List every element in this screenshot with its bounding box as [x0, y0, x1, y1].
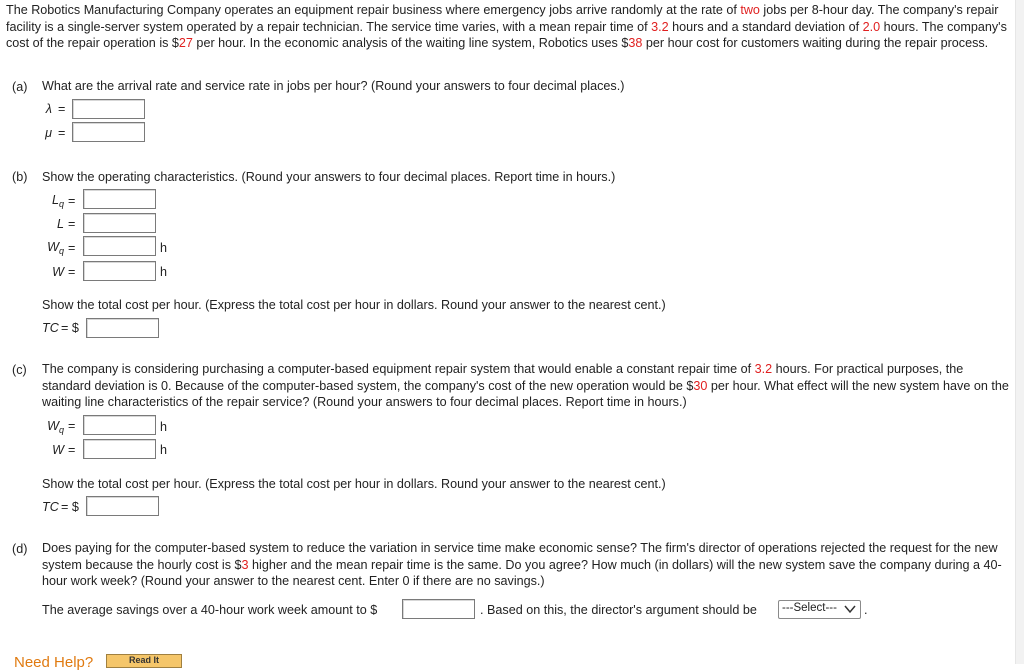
part-d-label: (d): [12, 542, 28, 556]
equals-dollar: = $: [61, 321, 79, 335]
equals-sign: =: [68, 419, 76, 433]
tc-input-b[interactable]: [86, 318, 159, 338]
hours-unit: h: [160, 443, 168, 457]
w-input-c[interactable]: [83, 439, 156, 459]
waiting-cost-value: 38: [628, 36, 643, 50]
mu-label: μ: [45, 126, 52, 140]
read-it-button[interactable]: Read It: [106, 654, 182, 668]
part-c-question: The company is considering purchasing a computer-based equipment repair system that would enable a constant repair time of 3.2 hours. For practical purposes, the standard deviation is 0. Because of the computer-based system, the company's cost of the new operation would be $30 per hour. What effect will the new system have on the waiting line characteristics of the repair service? (Round your answers to four decimal places. Report time in hours.): [42, 362, 1009, 409]
hours-unit: h: [160, 241, 168, 255]
wq-input-c[interactable]: [83, 415, 156, 435]
equals-sign: =: [68, 265, 76, 279]
hours-unit: h: [160, 265, 168, 279]
argument-select[interactable]: [778, 600, 861, 619]
part-b-question: Show the operating characteristics. (Round your answers to four decimal places. Report time in hours.): [42, 170, 616, 184]
need-help-label: Need Help?: [14, 654, 94, 671]
scrollbar[interactable]: [1015, 0, 1024, 664]
repair-cost-value: 27: [178, 36, 193, 50]
part-c-label: (c): [12, 363, 27, 377]
tc-input-c[interactable]: [86, 496, 159, 516]
equals-sign: =: [68, 217, 76, 231]
extra-cost-value: 3: [241, 557, 249, 572]
problem-statement: The Robotics Manufacturing Company operates an equipment repair business where emergency jobs arrive randomly at the rate of two jobs per 8-hour day. The company's repair facility is a single-server system operated by a repair technician. The service time varies, with a mean repair time of 3.2 hours and a standard deviation of 2.0 hours. The company's cost of the repair operation is $27 per hour. In the economic analysis of the waiting line system, Robotics uses $38 per hour cost for customers waiting during the repair process.: [6, 3, 1007, 50]
part-c-cost-question: Show the total cost per hour. (Express the total cost per hour in dollars. Round your answer to the nearest cent.): [42, 477, 666, 491]
mu-input[interactable]: [72, 122, 145, 142]
w-label: W: [52, 443, 64, 457]
part-a-question: What are the arrival rate and service rate in jobs per hour? (Round your answers to four decimal places.): [42, 79, 625, 93]
part-d-question: Does paying for the computer-based system to reduce the variation in service time make economic sense? The firm's director of operations rejected the request for the new system because the hourly cost is $3 higher and the mean repair time is the same. Do you agree? How much (in dollars) will the new system save the company during a 40-hour work week? (Round your answer to the nearest cent. Enter 0 if there are no savings.): [42, 541, 1002, 588]
new-operation-cost-value: 30: [693, 378, 708, 393]
std-dev-value: 2.0: [862, 19, 881, 34]
mean-repair-time-value: 3.2: [651, 19, 669, 34]
w-label: W: [52, 265, 64, 279]
part-b-cost-question: Show the total cost per hour. (Express the total cost per hour in dollars. Round your answer to the nearest cent.): [42, 298, 666, 312]
lambda-input[interactable]: [72, 99, 145, 119]
part-b-label: (b): [12, 170, 28, 184]
wq-input[interactable]: [83, 236, 156, 256]
w-input[interactable]: [83, 261, 156, 281]
savings-input[interactable]: [402, 599, 475, 619]
director-argument-text: . Based on this, the director's argument should be: [480, 603, 757, 617]
constant-repair-time-value: 3.2: [754, 362, 773, 376]
equals-sign: =: [68, 194, 76, 208]
period: .: [864, 603, 868, 617]
savings-text: The average savings over a 40-hour work week amount to $: [42, 603, 378, 617]
lq-input[interactable]: [83, 189, 156, 209]
equals-sign: =: [68, 241, 76, 255]
lambda-label: λ: [45, 102, 52, 116]
lq-label: $L_q$: [51, 193, 64, 209]
tc-label: TC: [42, 500, 59, 514]
arrival-rate-value: two: [740, 3, 760, 17]
l-label: L: [56, 217, 64, 231]
hours-unit: h: [160, 420, 168, 434]
tc-label: TC: [42, 321, 59, 335]
equals-dollar: = $: [61, 500, 79, 514]
equals-sign: =: [58, 102, 66, 116]
wq-label: $W_q$: [47, 240, 64, 256]
chevron-down-icon: [843, 602, 857, 616]
wq-label: $W_q$: [47, 419, 64, 435]
equals-sign: =: [68, 443, 76, 457]
select-value: ---Select---: [782, 602, 837, 614]
equals-sign: =: [58, 126, 66, 140]
l-input[interactable]: [83, 213, 156, 233]
part-a-label: (a): [12, 80, 28, 94]
